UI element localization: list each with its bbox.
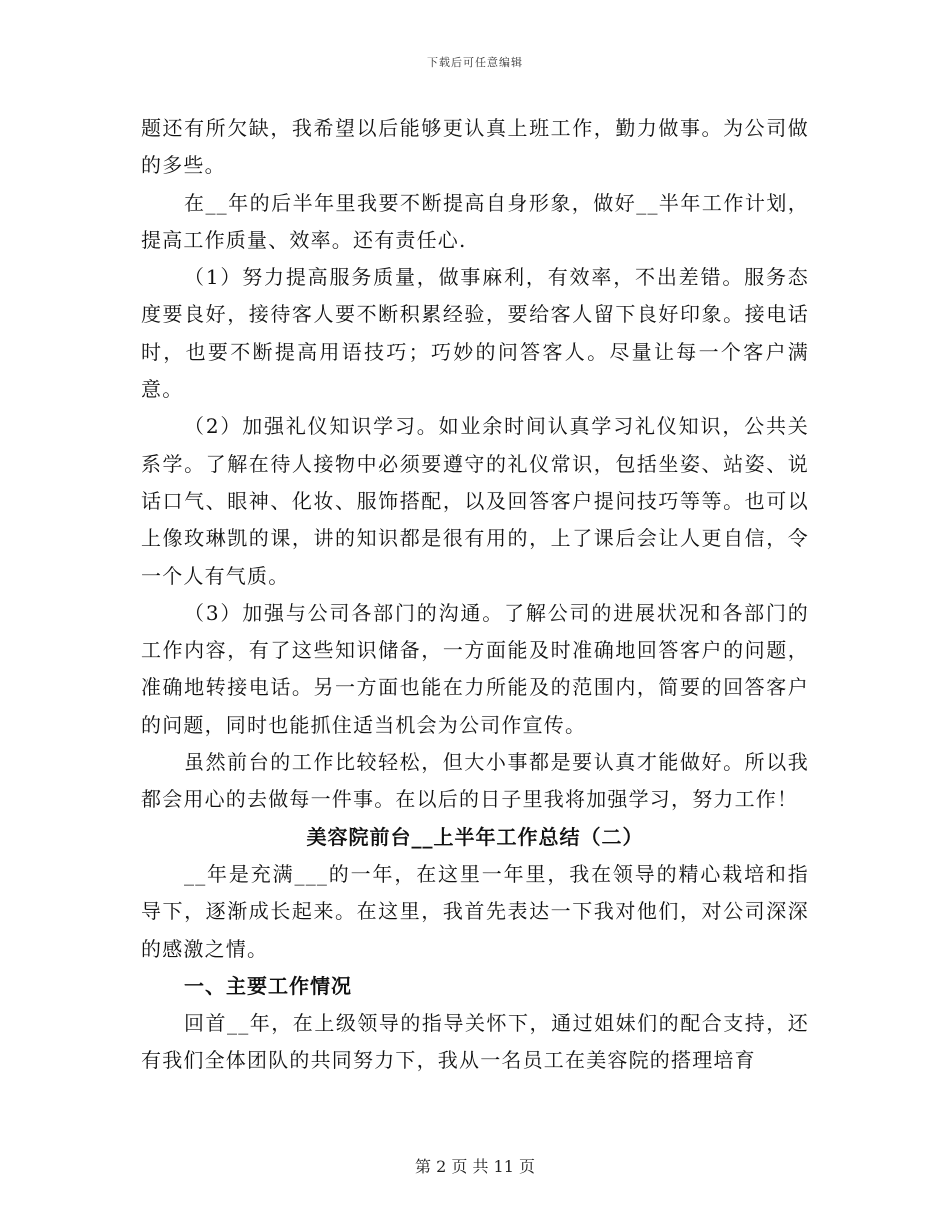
paragraph-item-3: （3）加强与公司各部门的沟通。了解公司的进展状况和各部门的工作内容，有了这些知识储备，一方面能及时准确地回答客户的问题，准确地转接电话。另一方面也能在力所能及的范围内，简要的回答客户的问题，同时也能抓住适当机会为公司作宣传。	[141, 600, 809, 737]
paragraph-closing: 虽然前台的工作比较轻松，但大小事都是要认真才能做好。所以我都会用心的去做每一件事。在以后的日子里我将加强学习，努力工作！	[141, 750, 809, 812]
paragraph-review: 回首__年，在上级领导的指导关怀下，通过姐妹们的配合支持，还有我们全体团队的共同努力下，我从一名员工在美容院的搭理培育	[141, 1011, 809, 1073]
paragraph-item-2: （2）加强礼仪知识学习。如业余时间认真学习礼仪知识，公共关系学。了解在待人接物中必须要遵守的礼仪常识，包括坐姿、站姿、说话口气、眼神、化妆、服饰搭配，以及回答客户提问技巧等等。也可以上像玫琳凯的课，讲的知识都是很有用的，上了课后会让人更自信，令一个人有气质。	[141, 414, 809, 588]
document-body	[141, 110, 809, 1080]
paragraph-continuation: 题还有所欠缺，我希望以后能够更认真上班工作，勤力做事。为公司做的多些。	[141, 116, 809, 178]
page-number-footer: 第 2 页 共 11 页	[415, 1157, 535, 1176]
paragraph-second-half-plan: 在__年的后半年里我要不断提高自身形象，做好__半年工作计划，提高工作质量、效率。还有责任心.	[141, 190, 809, 252]
paragraph-intro: __年是充满___的一年，在这里一年里，我在领导的精心栽培和指导下，逐渐成长起来。在这里，我首先表达一下我对他们，对公司深深的感激之情。	[141, 861, 809, 961]
subheading-main-work: 一、主要工作情况	[184, 973, 352, 998]
paragraph-item-1: （1）努力提高服务质量，做事麻利，有效率，不出差错。服务态度要良好，接待客人要不断积累经验，要给客人留下良好印象。接电话时，也要不断提高用语技巧；巧妙的问答客人。尽量让每一个客户满意。	[141, 265, 809, 402]
page-header-note: 下载后可任意编辑	[427, 56, 523, 69]
section-title-summary-two: 美容院前台__上半年工作总结（二）	[306, 824, 644, 849]
